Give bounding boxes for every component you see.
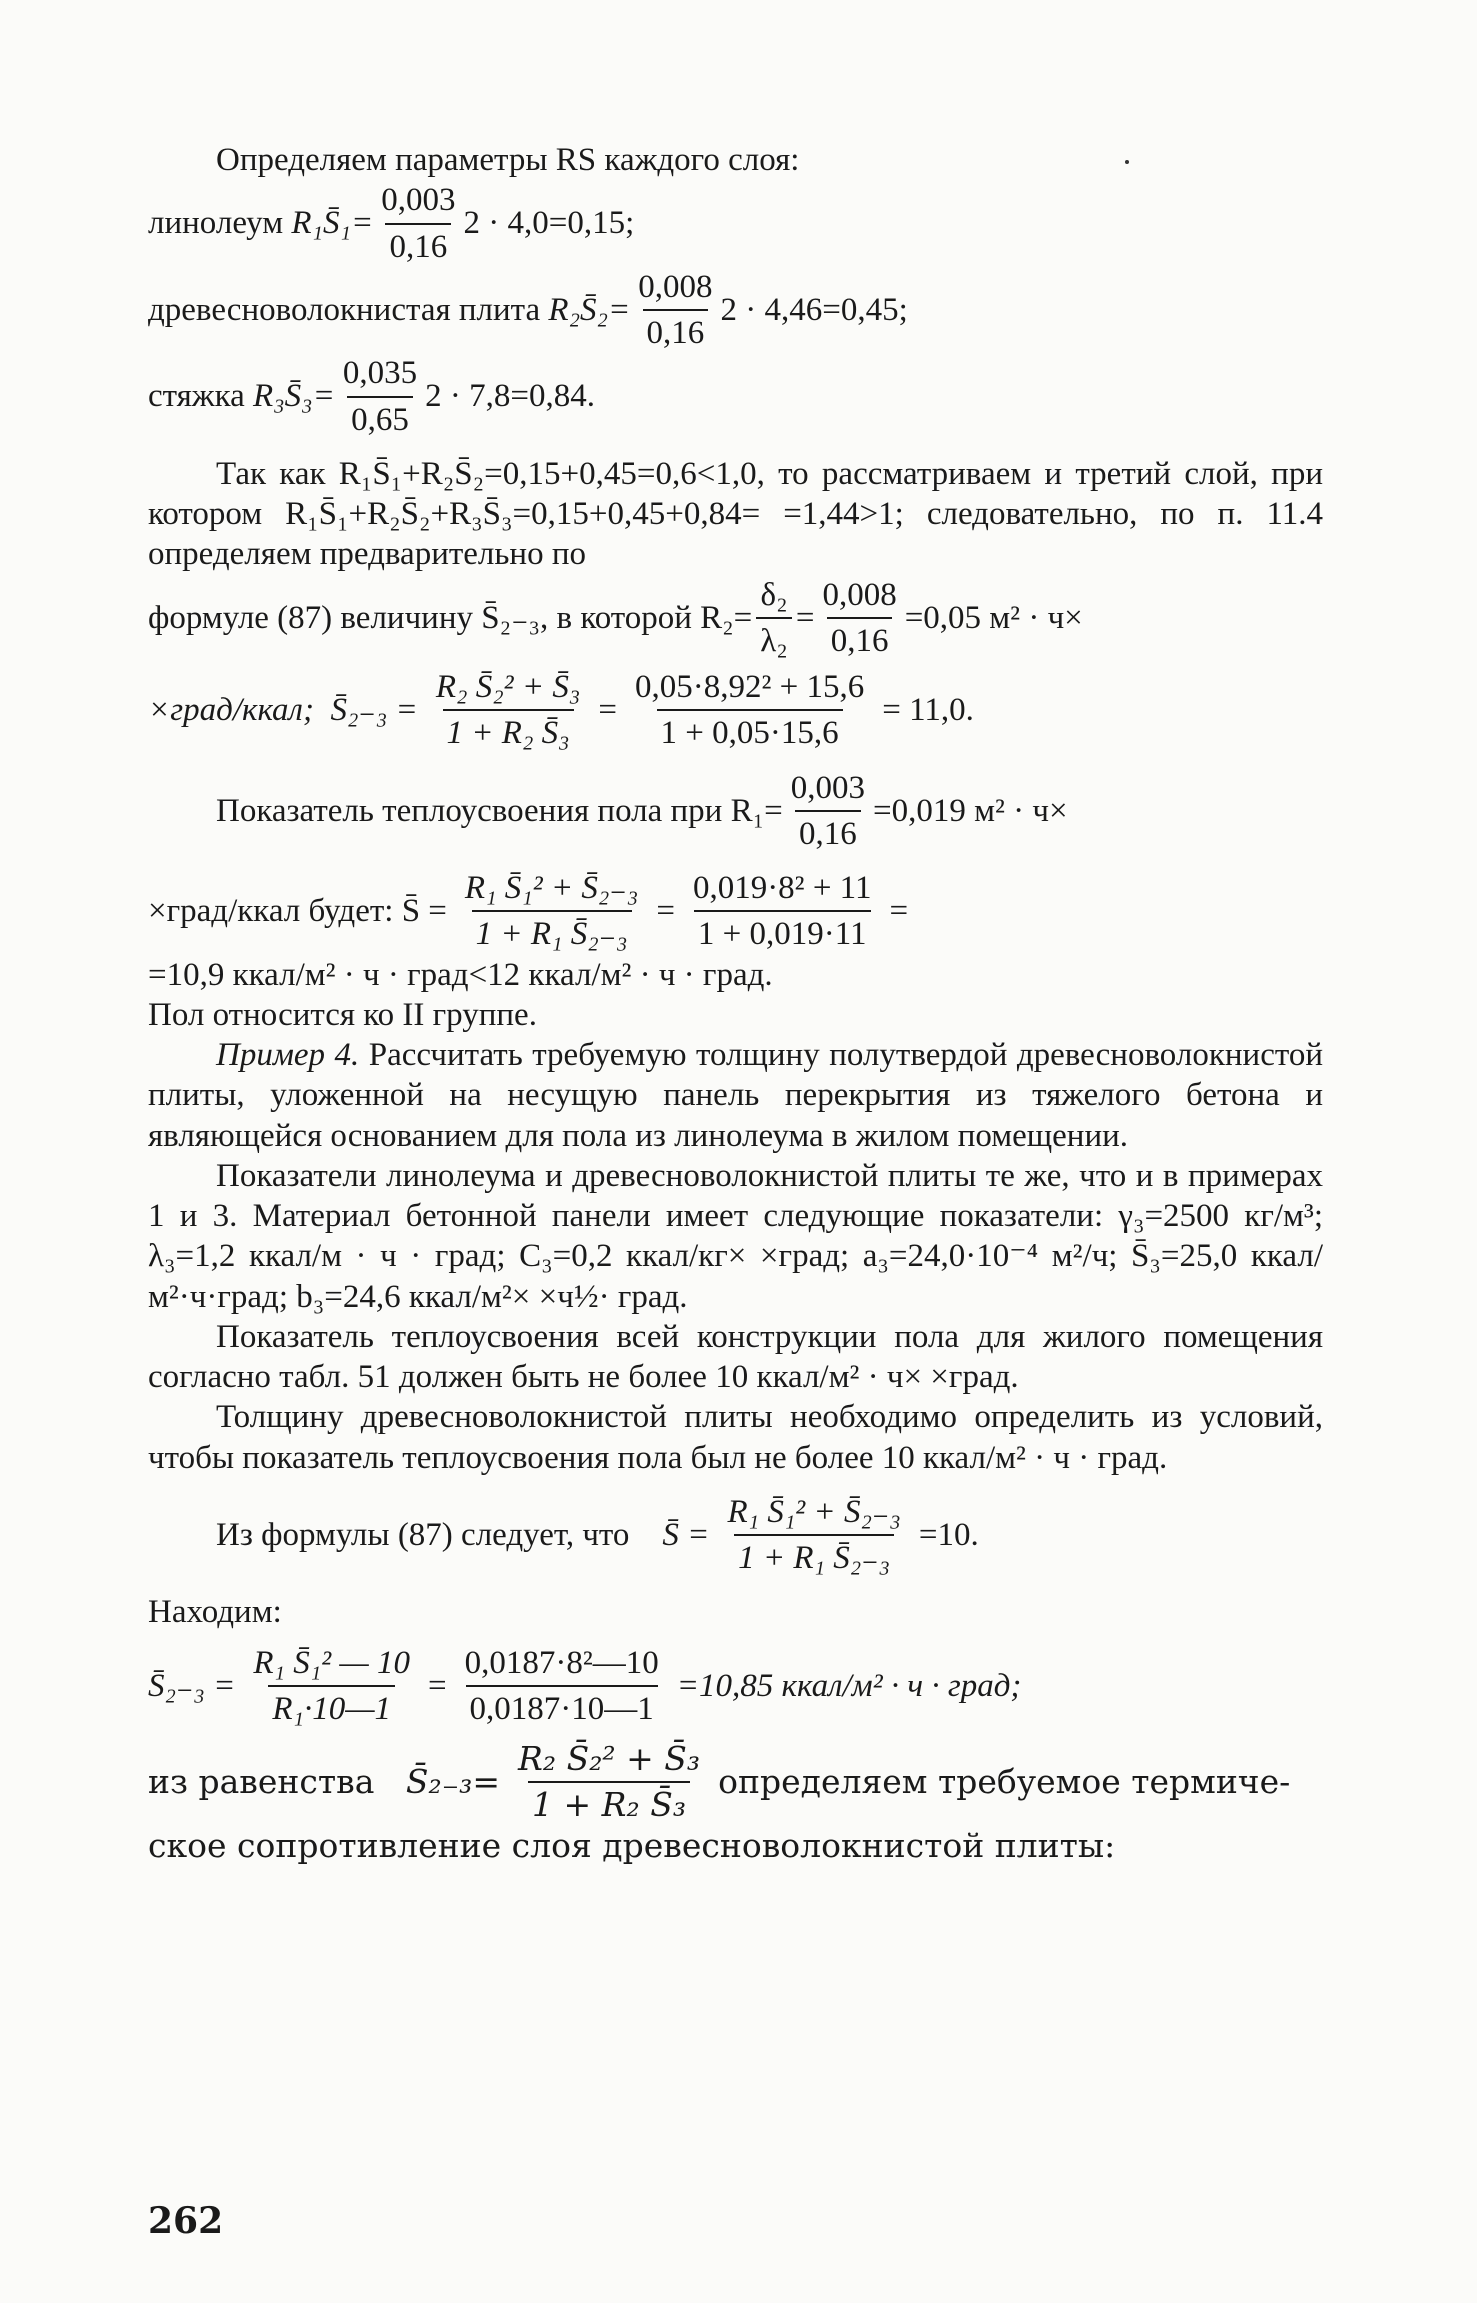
fiber-eq: [148, 267, 1323, 354]
screed-rest: 2 · 7,8=0,84.: [425, 378, 596, 415]
fiber-den: 0,16: [643, 309, 709, 353]
eq1-f1-num: R₂ S̄₂² + S̄₃: [435, 669, 581, 705]
eq2-frac2: [689, 868, 876, 955]
eq3-num: R₁ S̄₁² + S̄₂₋₃: [727, 1493, 901, 1530]
eq5-num: R₂ S̄₂² + S̄₃: [518, 1739, 701, 1778]
para1-frac2: [818, 575, 900, 662]
eq5-lhs: S̄₂₋₃=: [405, 1762, 501, 1802]
para2-line: [148, 768, 1323, 855]
find-line: Находим:: [148, 1594, 282, 1631]
eq3-pre: Из формулы (87) следует, что: [216, 1516, 630, 1553]
eq3-frac: [723, 1492, 904, 1579]
eq2: ×град/ккал будет: S̄ = $\frac{\text{R₁ S̄₁² + S̄₂₋₃}}{\text{1 + R₁ S̄₂₋₃}}$ = $\frac{\text{0,019·8² + 11}}{1 + 0,019\cdot 11}$ =: [148, 868, 1323, 955]
para3: Показатели линолеума и древесноволокнистой плиты те же, что и в примерах 1 и 3. Материал бетонной панели имеет следующие показатели: γ₃=2500 кг/м³; λ₃=1,2 ккал/м · ч · град; C₃=0,2 ккал/кг× ×град; a₃=24,0·10⁻⁴ м²/ч; S̄₃=25,0 ккал/м²·ч·град; b₃=24,6 ккал/м²× ×ч½· град.: [148, 1157, 1323, 1315]
screed-den: 0,65: [347, 396, 413, 440]
last-line: ское сопротивление слоя древесноволокнистой плиты:: [148, 1825, 1116, 1865]
linoleum-eq: [148, 180, 1323, 267]
para1-b: формуле (87) величину S̄₂₋₃, в которой R₂=: [148, 599, 753, 636]
example-text: Рассчитать требуемую толщину полутвердой древесноволокнистой плиты, уложенной на несущую панель перекрытия из тяжелого бетона и являющейся основанием для пола из линолеума в жилом помещении.: [148, 1037, 1323, 1154]
eq4: S̄₂₋₃ = $\frac{\text{R₁ S̄₁² — 10}}{\text{R₁·10—1}}$ = $\frac{\text{0,0187·8²—10}}{0,0187\cdot 10—1}$ =10,85 ккал/м² · ч · град;: [148, 1643, 1323, 1730]
screed-frac: [339, 353, 421, 440]
eq4-frac2: [461, 1643, 663, 1730]
eq4-f2-den: 0,0187·10—1: [466, 1685, 658, 1729]
para2-frac: [787, 768, 869, 855]
group-line: Пол относится ко II группе.: [148, 996, 537, 1033]
para1-f1-den: λ₂: [756, 617, 792, 661]
linoleum-frac: [377, 180, 459, 267]
screed-lhs: R₃S̄₃=: [253, 378, 335, 415]
eq4-f1-den: R₁·10—1: [268, 1685, 395, 1729]
fiber-frac: [634, 267, 716, 354]
para1-frac1: [756, 575, 792, 662]
para1-tail: =0,05 м² · ч×: [904, 599, 1083, 636]
eq5-tail: определяем требуемое термиче-: [718, 1762, 1291, 1802]
eq5: [148, 1739, 1323, 1826]
eq2-res: =: [889, 893, 909, 930]
para5: Толщину древесноволокнистой плиты необходимо определить из условий, чтобы показатель теплоусвоения пола был не более 10 ккал/м² · ч · град.: [148, 1399, 1323, 1476]
eq2-frac1: [461, 868, 642, 955]
page-number: 262: [148, 2200, 224, 2242]
eq2-f1-num: R₁ S̄₁² + S̄₂₋₃: [464, 870, 639, 906]
fiber-lhs: R₂S̄₂=: [548, 291, 631, 328]
eq3-lhs: S̄ =: [662, 1516, 710, 1553]
eq3: [148, 1492, 1323, 1579]
fiber-num: 0,008: [638, 268, 713, 305]
para1-f1-num: δ₂: [760, 576, 788, 613]
page-body: [148, 140, 1323, 1866]
screed-num: 0,035: [342, 355, 418, 392]
eq5-pre: из равенства: [148, 1762, 375, 1802]
eq1-f1-den: 1 + R₂ S̄₃: [443, 709, 574, 753]
eq2-f1-den: 1 + R₁ S̄₂₋₃: [472, 910, 632, 954]
eq1-res: = 11,0.: [882, 692, 974, 729]
eq1-lhs: S̄₂₋₃ =: [330, 692, 418, 729]
eq5-frac: [514, 1739, 704, 1826]
eq4-res: =10,85 ккал/м² · ч · град;: [676, 1667, 1022, 1704]
linoleum-lhs: R₁S̄₁=: [291, 205, 374, 242]
eq1-pre: ×град/ккал;: [148, 692, 314, 729]
screed-label: стяжка: [148, 378, 245, 415]
eq2-f2-den: 1 + 0,019·11: [694, 910, 871, 954]
linoleum-label: линолеум: [148, 205, 284, 242]
example-para: [148, 1035, 1323, 1156]
eq3-den: 1 + R₁ S̄₂₋₃: [734, 1534, 894, 1578]
para2-den: 0,16: [795, 810, 861, 854]
para1-f2-den: 0,16: [827, 617, 893, 661]
para2-tail: =0,019 м² · ч×: [872, 792, 1068, 829]
intro-line: Определяем параметры RS каждого слоя:: [216, 142, 800, 178]
para2-num: 0,003: [790, 769, 865, 806]
eq1-f2-den: 1 + 0,05·15,6: [657, 709, 843, 753]
eq2-line2: =10,9 ккал/м² · ч · град<12 ккал/м² · ч · град.: [148, 956, 773, 993]
eq1-frac1: [432, 667, 585, 754]
linoleum-den: 0,16: [385, 223, 451, 267]
eq1-frac2: [631, 667, 868, 754]
eq1: ×град/ккал; S̄₂₋₃ = $\frac{\text{R₂ S̄₂² + S̄₃}}{\text{1 + R₂ S̄₃}}$ = $\frac{\text{0,05·8,92² + 15,6}}{1 + 0,05\cdot 15,6}$ = 11,0.: [148, 667, 1323, 754]
linoleum-rest: 2 · 4,0=0,15;: [463, 205, 635, 242]
para4: Показатель теплоусвоения всей конструкции пола для жилого помещения согласно табл. 51 должен быть не более 10 ккал/м² · ч× ×град.: [148, 1318, 1323, 1395]
para1-f2-num: 0,008: [822, 576, 897, 613]
example-label: Пример 4.: [216, 1037, 360, 1073]
eq4-f1-num: R₁ S̄₁² — 10: [253, 1644, 410, 1681]
eq2-f2-num: 0,019·8² + 11: [692, 870, 872, 906]
eq4-frac1: [249, 1643, 414, 1730]
eq4-lhs: S̄₂₋₃ =: [148, 1667, 236, 1704]
eq1-f2-num: 0,05·8,92² + 15,6: [634, 669, 865, 705]
eq5-den: 1 + R₂ S̄₃: [528, 1781, 690, 1825]
screed-eq: [148, 353, 1323, 440]
eq2-pre: ×град/ккал будет: S̄ =: [148, 893, 447, 930]
para2: Показатель теплоусвоения пола при R₁=: [216, 792, 783, 829]
fiber-label: древесноволокнистая плита: [148, 291, 541, 328]
fiber-rest: 2 · 4,46=0,45;: [720, 291, 908, 328]
linoleum-num: 0,003: [381, 182, 456, 219]
eq3-res: =10.: [918, 1516, 979, 1553]
eq4-f2-num: 0,0187·8²—10: [464, 1644, 659, 1681]
para1: Так как R₁S̄₁+R₂S̄₂=0,15+0,45=0,6<1,0, то рассматриваем и третий слой, при котором R₁S̄₁+R₂S̄₂+R₃S̄₃=0,15+0,45+0,84= =1,44>1; следовательно, по п. 11.4 определяем предварительно по: [148, 455, 1323, 573]
para1-formula-line: формуле (87) величину S̄₂₋₃, в которой R₂= $\frac{\text{δ₂}}{\text{λ₂}}$ = $\frac{0,008}{0,16}$ =0,05 м² · ч×: [148, 575, 1323, 662]
